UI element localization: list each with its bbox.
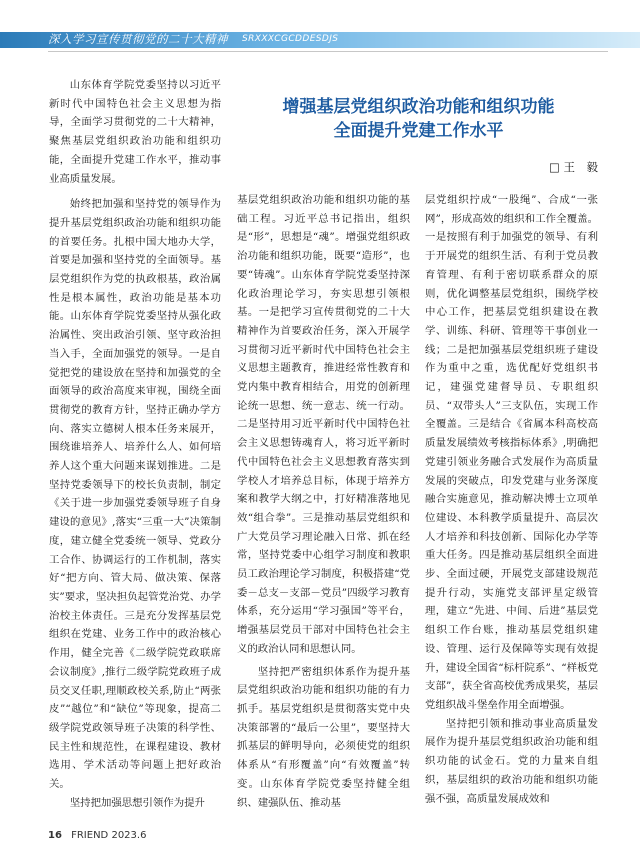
section-code: SRXXXCGCDDESDJS — [242, 34, 339, 44]
paragraph: 坚持把加强思想引领作为提升 — [69, 796, 205, 809]
section-header — [0, 28, 640, 50]
paragraph: 坚持把严密组织体系作为提升基层党组织政治功能和组织功能的有力抓手。基层党组织是贯彻落实党中央决策部署的“最后一公里”，要坚持大抓基层的鲜明导向，必须使党的组织体系从“有形覆盖”向“有效覆盖”转变。山东体育学院党委坚持健全组织、建强队伍、推动基 — [237, 665, 410, 809]
author-name: 王 毅 — [563, 160, 598, 174]
issue-date: 2023.6 — [111, 830, 147, 841]
article-title-line-1: 增强基层党组织政治功能和组织功能 — [282, 97, 555, 117]
paragraph: 始终把加强和坚持党的领导作为提升基层党组织政治功能和组织功能的首要任务。扎根中国大地办大学，首要是加强和坚持党的全面领导。基层党组织作为党的执政根基，政治属性是根本属性，政治功能是基本功能。山东体育学院党委坚持从强化政治属性、突出政治引领、坚守政治担当入手，全面加强党的领导。一是自觉把党的建设放在坚持和加强党的全面领导的政治高度来审视，围绕全面贯彻党的教育方针，坚持正确办学方向、落实立德树人根本任务来展开，围绕谁培养人、培养什么人、如何培养人这个重大问题来谋划推进。二是坚持党委领导下的校长负责制，制定《关于进一步加强党委领导班子自身建设的意见》,落实“三重一大”决策制度，建立健全党委统一领导、党政分工合作、协调运行的工作机制，落实好“把方向、管大局、做决策、保落实”要求，坚决担负起管党治党、办学治校主体责任。三是充分发挥基层党组织在党建、业务工作中的政治核心作用，健全完善《二级学院党政联席会议制度》,推行二级学院党政班子成员交叉任职,理顺政校关系,防止“两张皮”“越位”和“缺位”等现象，提高二级学院党政领导班子决策的科学性、民主性和规范性，在课程建设、教材选用、学术活动等问题上把好政治关。 — [49, 198, 221, 791]
column-2 — [237, 191, 410, 812]
author-byline — [470, 159, 598, 175]
article-title-line-2: 全面提升党建工作水平 — [333, 121, 504, 141]
paragraph: 层党组织拧成“一股绳”、合成“一张网”，形成高效的组织和工作全覆盖。一是按照有利于加强党的领导、有利于开展党的组织生活、有利于党员教育管理、有利于密切联系群众的原则，优化调整基层党组织，围绕学校中心工作，把基层党组织建设在教学、训练、科研、管理等干事创业一线；二是把加强基层党组织班子建设作为重中之重，选优配好党组织书记，建强党建督导员、专职组织员、“双带头人”三支队伍，实现工作全覆盖。三是结合《省属本科高校高质量发展绩效考核指标体系》,明确把党建引领业务融合式发展作为高质量发展的突破点，印发党建与业务深度融合实施意见，推动解决博士立项单位建设、本科教学质量提升、高层次人才培养和科技创新、国际化办学等重大任务。四是推动基层组织全面进步、全面过硬，开展党支部建设规范提升行动，实施党支部评星定级管理，建立“先进、中间、后进”基层党组织工作台账，推动基层党组织建设、管理、运行及保障等实现有效提升，建设全国省“标杆院系”、“样板党支部”，获全省高校优秀成果奖，基层党组织战斗堡垒作用全面增强。 — [425, 194, 598, 711]
column-3 — [425, 191, 598, 808]
article-lead: 山东体育学院党委坚持以习近平新时代中国特色社会主义思想为指导，全面学习贯彻党的二十大精神，聚焦基层党组织政治功能和组织功能，全面提升党建工作水平，推动事业高质量发展。 — [49, 79, 221, 185]
column-1 — [49, 76, 221, 812]
page-footer — [48, 830, 146, 841]
paragraph: 坚持把引领和推动事业高质量发展作为提升基层党组织政治功能和组织功能的试金石。党的力量来自组织，基层组织的政治功能和组织功能强不强，高质量发展成效和 — [425, 717, 598, 805]
article-title — [238, 95, 599, 143]
page-number: 16 — [48, 830, 62, 841]
paragraph: 基层党组织政治功能和组织功能的基础工程。习近平总书记指出，组织是“形”，思想是“魂”。增强党组织政治功能和组织功能，既要“造形”，也要“铸魂”。山东体育学院党委坚持深化政治理论学习，夯实思想引领根基。一是把学习宣传贯彻党的二十大精神作为首要政治任务，深入开展学习贯彻习近平新时代中国特色社会主义思想主题教育，推进经常性教育和党内集中教育相结合，用党的创新理论统一思想、统一意志、统一行动。二是坚持用习近平新时代中国特色社会主义思想铸魂育人，将习近平新时代中国特色社会主义思想教育落实到学校人才培养总目标，体现于培养方案和教学大纲之中，打好精准落地见效“组合拳”。三是推动基层党组织和广大党员学习理论融入日常、抓在经常，坚持党委中心组学习制度和教职员工政治理论学习制度，积极搭建“党委－总支－支部－党员”四级学习教育体系，充分运用“学习强国”等平台，增强基层党员干部对中国特色社会主义的政治认同和思想认同。 — [237, 194, 410, 655]
author-marker: □ — [548, 160, 560, 174]
section-title: 深入学习宣传贯彻党的二十大精神 — [48, 32, 228, 46]
magazine-name: FRIEND — [71, 830, 109, 841]
header-divider — [48, 51, 608, 52]
